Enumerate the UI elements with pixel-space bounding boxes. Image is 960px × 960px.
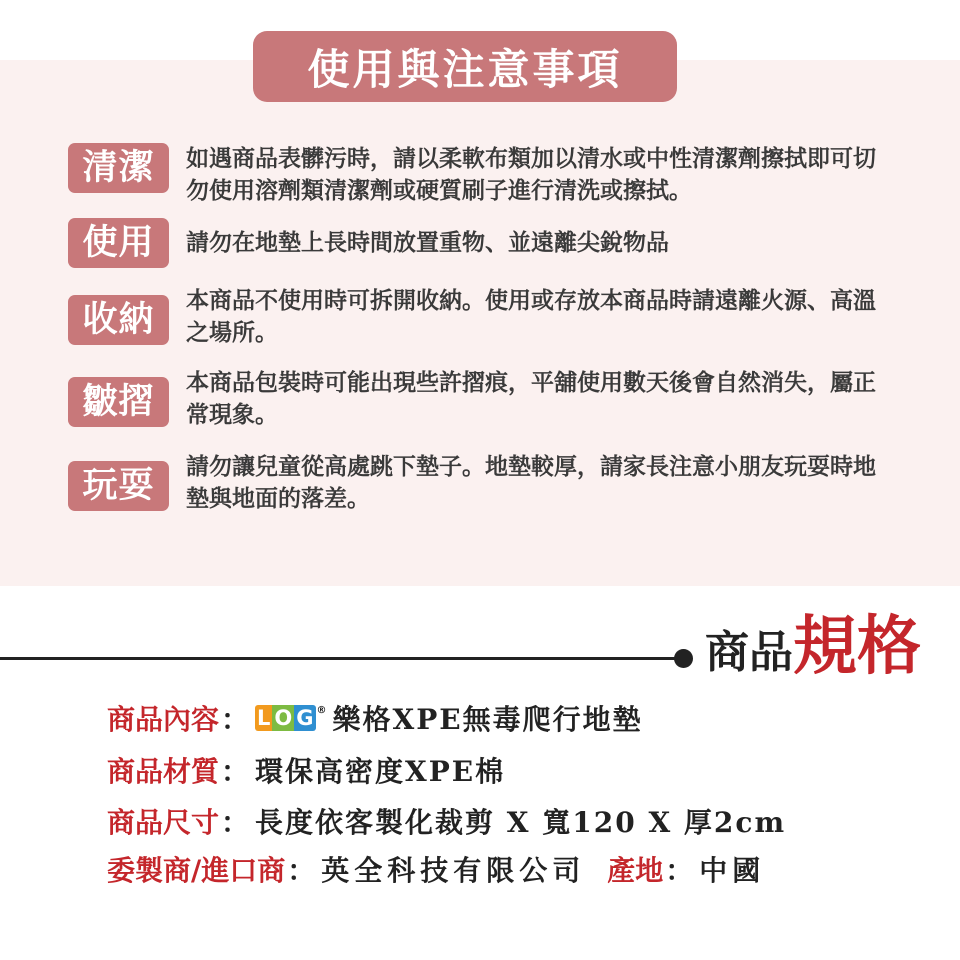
note-tag: 皺摺 [68, 377, 169, 427]
spec-label-origin: 產地 [607, 854, 664, 887]
spec-label: 商品尺寸 [107, 806, 220, 839]
logo-letter: G [296, 706, 314, 730]
note-tag: 收納 [68, 295, 169, 345]
spec-value: 樂格XPE無毒爬行地墊 [332, 703, 643, 736]
note-item-creases [68, 369, 928, 431]
spec-colon: ： [287, 854, 316, 887]
brand-logo [255, 705, 327, 731]
spec-colon: ： [221, 755, 250, 788]
note-item-play [68, 453, 928, 515]
spec-title [705, 605, 921, 685]
spec-divider-line [0, 657, 685, 660]
spec-title-part1: 商品 [705, 627, 793, 678]
note-text: 請勿讓兒童從高處跳下墊子。地墊較厚，請家長注意小朋友玩耍時地墊與地面的落差。 [186, 453, 876, 512]
note-text: 本商品包裝時可能出現些許摺痕，平舖使用數天後會自然消失，屬正常現象。 [186, 369, 876, 428]
spec-title-part2: 規格 [793, 609, 921, 684]
spec-row-content [107, 698, 643, 738]
notes-title-banner [253, 31, 677, 102]
note-item-usage [68, 218, 928, 268]
spec-divider-dot [674, 649, 693, 668]
registered-mark: ® [316, 705, 327, 716]
spec-value: 英全科技有限公司 [321, 854, 586, 887]
spec-colon: ： [221, 806, 250, 839]
notes-title: 使用與注意事項 [307, 44, 623, 94]
logo-letter: O [274, 706, 293, 730]
spec-row-manufacturer [107, 849, 765, 889]
note-text: 本商品不使用時可拆開收納。使用或存放本商品時請遠離火源、高溫之場所。 [186, 287, 876, 346]
spec-colon: ： [221, 703, 250, 736]
spec-label: 商品材質 [107, 755, 220, 788]
spec-value: 環保高密度XPE棉 [255, 755, 506, 788]
spec-colon: ： [665, 854, 694, 887]
note-item-cleaning [68, 143, 928, 207]
note-item-storage [68, 287, 928, 349]
logo-letter: L [257, 706, 271, 730]
spec-label: 委製商/進口商 [107, 854, 286, 887]
spec-row-material [107, 750, 505, 790]
note-tag: 玩耍 [68, 461, 169, 511]
note-text: 如遇商品表髒污時，請以柔軟布類加以清水或中性清潔劑擦拭即可切勿使用溶劑類清潔劑或硬質刷子進行清洗或擦拭。 [186, 145, 876, 204]
note-text: 請勿在地墊上長時間放置重物、並遠離尖銳物品 [186, 229, 669, 256]
spec-value-origin: 中國 [699, 854, 766, 887]
note-tag: 清潔 [68, 143, 169, 193]
spec-value: 長度依客製化裁剪 X 寬120 X 厚2cm [255, 806, 787, 839]
spec-label: 商品內容 [107, 703, 220, 736]
note-tag: 使用 [68, 218, 169, 268]
spec-row-size [107, 801, 786, 841]
